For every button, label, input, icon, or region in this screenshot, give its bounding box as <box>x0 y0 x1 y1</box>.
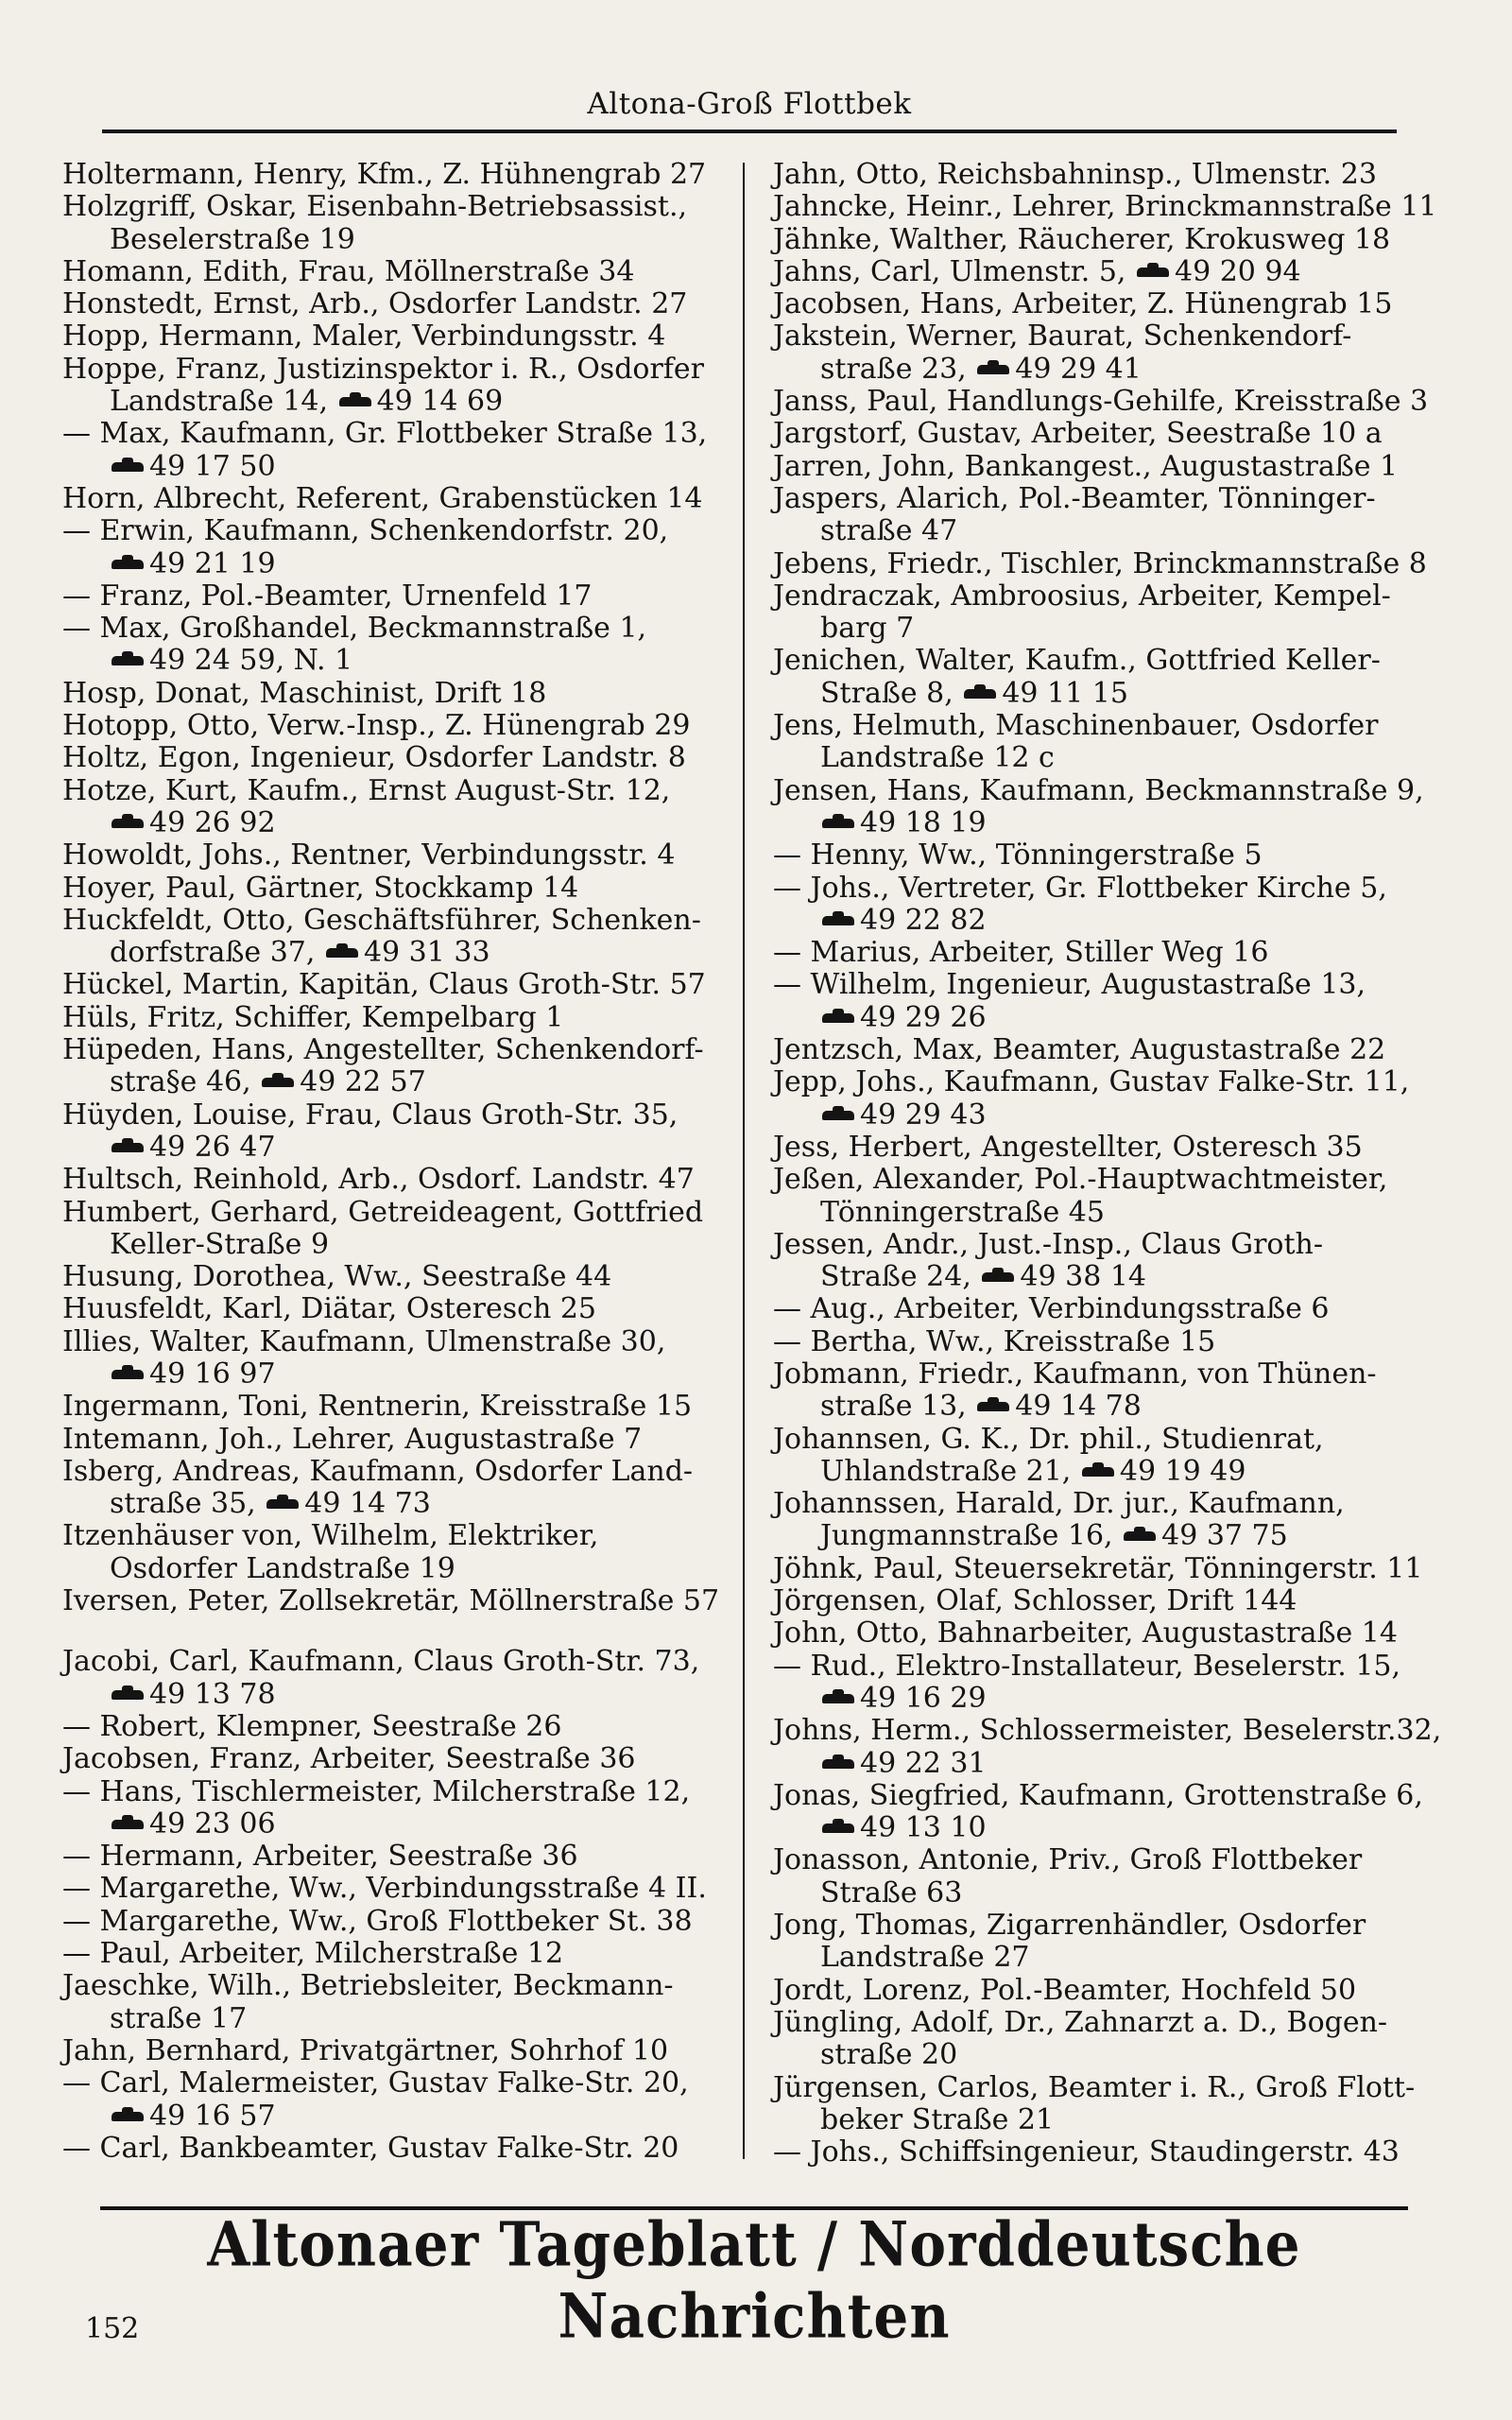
directory-entry <box>773 1910 1446 1975</box>
entry-line: Jentzsch, Max, Beamter, Augustastraße 22 <box>773 1033 1386 1067</box>
entry-line: Uhlandstraße 21, <box>820 1454 1080 1488</box>
directory-entry <box>62 1938 729 1970</box>
directory-entry <box>773 320 1446 386</box>
entry-line: Osdorfer Landstraße 19 <box>110 1551 455 1585</box>
directory-entry <box>62 1743 729 1775</box>
entry-line: Jacobsen, Franz, Arbeiter, Seestraße 36 <box>62 1742 636 1776</box>
directory-entry <box>62 159 729 191</box>
entry-line: Huusfeldt, Karl, Diätar, Osteresch 25 <box>62 1292 597 1326</box>
phone-number: 49 13 10 <box>860 1811 987 1845</box>
phone-number: 49 16 29 <box>860 1681 987 1715</box>
entry-line: straße 17 <box>110 2001 248 2035</box>
entry-line: — Bertha, Ww., Kreisstraße 15 <box>773 1324 1216 1358</box>
entry-line: Jöhnk, Paul, Steuersekretär, Tönningerstr. 11 <box>773 1551 1423 1585</box>
phone-number: 49 14 78 <box>1015 1390 1142 1424</box>
directory-entry <box>62 1164 729 1196</box>
entry-line: Itzenhäuser von, Wilhelm, Elektriker, <box>62 1519 599 1553</box>
entry-line: Jörgensen, Olaf, Schlosser, Drift 144 <box>773 1584 1297 1618</box>
phone-number: 49 16 57 <box>149 2099 276 2133</box>
entry-line: straße 13, <box>820 1390 976 1424</box>
directory-entry <box>62 1002 729 1034</box>
entry-line: Jendraczak, Ambroosius, Arbeiter, Kempel- <box>773 579 1391 613</box>
directory-entry <box>773 710 1446 775</box>
entry-line: Hultsch, Reinhold, Arb., Osdorf. Landstr. 47 <box>62 1163 695 1197</box>
entry-line: Straße 24, <box>820 1260 981 1294</box>
page-number: 152 <box>85 2312 140 2345</box>
directory-entry <box>773 386 1446 418</box>
entry-line: Jessen, Andr., Just.-Insp., Claus Groth- <box>773 1227 1323 1261</box>
telephone-icon <box>982 1270 1014 1284</box>
directory-entry <box>773 1132 1446 1164</box>
directory-entry <box>62 320 729 353</box>
phone-number: 49 17 50 <box>149 449 276 483</box>
entry-line: Keller-Straße 9 <box>110 1227 330 1261</box>
directory-entry <box>62 1711 729 1743</box>
entry-line: — Aug., Arbeiter, Verbindungsstraße 6 <box>773 1292 1330 1326</box>
entry-line: Jobmann, Friedr., Kaufmann, von Thünen- <box>773 1357 1377 1391</box>
directory-entry <box>62 288 729 320</box>
phone-number: 49 37 75 <box>1161 1519 1288 1553</box>
entry-line: — Henny, Ww., Tönningerstraße 5 <box>773 838 1263 873</box>
directory-entry <box>773 1715 1446 1780</box>
entry-line: — Paul, Arbeiter, Milcherstraße 12 <box>62 1937 564 1971</box>
directory-entry <box>62 1585 729 1617</box>
entry-line: stra§e 46, <box>110 1065 261 1099</box>
directory-entry <box>773 256 1446 288</box>
directory-entry <box>62 515 729 580</box>
entry-line: Hückel, Martin, Kapitän, Claus Groth-Str. 57 <box>62 968 706 1002</box>
entry-line: Straße 63 <box>820 1876 963 1910</box>
entry-line: Jaeschke, Wilh., Betriebsleiter, Beckmann- <box>62 1969 674 2003</box>
entry-line: Jenichen, Walter, Kaufm., Gottfried Keller- <box>773 644 1381 678</box>
entry-line: — Wilhelm, Ingenieur, Augustastraße 13, <box>773 968 1366 1002</box>
directory-entry <box>773 483 1446 548</box>
phone-number: 49 22 31 <box>860 1746 987 1780</box>
telephone-icon <box>1137 266 1169 279</box>
directory-entry <box>773 1844 1446 1910</box>
entry-line: Horn, Albrecht, Referent, Grabenstücken 14 <box>62 481 703 515</box>
telephone-icon <box>822 1757 854 1771</box>
entry-line: Hotopp, Otto, Verw.-Insp., Z. Hünengrab 29 <box>62 709 691 743</box>
telephone-icon <box>112 558 144 571</box>
directory-entry <box>773 1066 1446 1132</box>
phone-number: 49 26 47 <box>149 1130 276 1164</box>
entry-line: Iversen, Peter, Zollsekretär, Möllnerstraße 57 <box>62 1584 720 1618</box>
directory-entry <box>773 1488 1446 1553</box>
directory-entry <box>62 418 729 483</box>
entry-line: — Carl, Bankbeamter, Gustav Falke-Str. 20 <box>62 2131 679 2165</box>
directory-entry <box>62 191 729 256</box>
entry-line: Honstedt, Ernst, Arb., Osdorfer Landstr. 27 <box>62 287 688 321</box>
phone-number: 49 21 19 <box>149 546 276 580</box>
directory-entry <box>62 1424 729 1456</box>
telephone-icon <box>112 654 144 667</box>
directory-entry <box>773 451 1446 483</box>
directory-entry <box>773 224 1446 256</box>
telephone-icon <box>112 460 144 474</box>
phone-number: 49 29 41 <box>1015 352 1142 386</box>
directory-entry <box>62 742 729 774</box>
telephone-icon <box>1124 1530 1156 1543</box>
entry-line: Hopp, Hermann, Maler, Verbindungsstr. 4 <box>62 320 666 354</box>
directory-entry <box>773 1585 1446 1617</box>
telephone-icon <box>822 914 854 927</box>
telephone-icon <box>822 1109 854 1122</box>
phone-number: 49 29 43 <box>860 1098 987 1132</box>
directory-entry <box>62 1034 729 1099</box>
entry-line: Johannssen, Harald, Dr. jur., Kaufmann, <box>773 1487 1345 1521</box>
column-divider <box>743 163 745 2159</box>
entry-line: Hüpeden, Hans, Angestellter, Schenkendorf- <box>62 1033 704 1067</box>
right-column <box>773 159 1446 2169</box>
entry-line: Holzgriff, Oskar, Eisenbahn-Betriebsassist., <box>62 190 688 224</box>
entry-line: Jahn, Otto, Reichsbahninsp., Ulmenstr. 23 <box>773 158 1377 191</box>
phone-number: 49 14 69 <box>376 385 504 419</box>
entry-line: Ingermann, Toni, Rentnerin, Kreisstraße 15 <box>62 1390 693 1424</box>
entry-line: straße 47 <box>820 514 958 548</box>
phone-number: 49 38 14 <box>1020 1260 1147 1294</box>
directory-entry <box>773 839 1446 872</box>
phone-number: 49 19 49 <box>1119 1454 1246 1488</box>
entry-line: Landstraße 12 c <box>820 741 1055 775</box>
directory-entry <box>62 2133 729 2165</box>
entry-line: Landstraße 14, <box>110 385 337 419</box>
entry-line: Jong, Thomas, Zigarrenhändler, Osdorfer <box>773 1909 1366 1943</box>
telephone-icon <box>1082 1465 1114 1478</box>
telephone-icon <box>112 1141 144 1154</box>
entry-line: — Hans, Tischlermeister, Milcherstraße 12, <box>62 1774 691 1808</box>
telephone-icon <box>339 395 371 408</box>
directory-entry <box>773 937 1446 969</box>
entry-line: Jens, Helmuth, Maschinenbauer, Osdorfer <box>773 709 1379 743</box>
entry-line: Jähnke, Walther, Räucherer, Krokusweg 18 <box>773 222 1391 256</box>
entry-line: — Margarethe, Ww., Groß Flottbeker St. 38 <box>62 1904 693 1938</box>
entry-line: Intemann, Joh., Lehrer, Augustastraße 7 <box>62 1422 643 1456</box>
directory-entry <box>62 1970 729 2035</box>
directory-entry <box>773 1651 1446 1716</box>
phone-number: 49 22 57 <box>300 1065 426 1099</box>
telephone-icon <box>964 687 996 700</box>
entry-line: Hoppe, Franz, Justizinspektor i. R., Osdorfer <box>62 352 704 386</box>
directory-entry <box>62 1776 729 1841</box>
directory-entry <box>773 1034 1446 1066</box>
directory-entry <box>62 839 729 872</box>
directory-entry <box>62 775 729 840</box>
directory-entry <box>773 418 1446 450</box>
directory-entry <box>62 1456 729 1521</box>
directory-entry <box>62 1261 729 1293</box>
phone-number: 49 14 73 <box>304 1487 431 1521</box>
entry-line: Jordt, Lorenz, Pol.-Beamter, Hochfeld 50 <box>773 1973 1357 2007</box>
directory-entry <box>773 873 1446 938</box>
directory-entry <box>773 2007 1446 2072</box>
entry-line: beker Straße 21 <box>820 2102 1055 2136</box>
entry-line: Husung, Dorothea, Ww., Seestraße 44 <box>62 1260 612 1294</box>
entry-line: — Franz, Pol.-Beamter, Urnenfeld 17 <box>62 579 593 613</box>
entry-line: Jebens, Friedr., Tischler, Brinckmannstraße 8 <box>773 546 1427 580</box>
directory-entry <box>773 1164 1446 1229</box>
telephone-icon <box>112 1688 144 1702</box>
entry-line: straße 20 <box>820 2038 958 2072</box>
directory-entry <box>773 548 1446 580</box>
phone-number: 49 20 94 <box>1175 254 1301 288</box>
entry-line: Jargstorf, Gustav, Arbeiter, Seestraße 10 a <box>773 417 1383 451</box>
telephone-icon <box>326 946 358 959</box>
entry-line: Jeßen, Alexander, Pol.-Hauptwachtmeister, <box>773 1163 1388 1197</box>
directory-entry <box>62 613 729 678</box>
entry-line: Holtz, Egon, Ingenieur, Osdorfer Landstr. 8 <box>62 741 686 775</box>
entry-line: — Hermann, Arbeiter, Seestraße 36 <box>62 1840 578 1874</box>
directory-entry <box>62 710 729 742</box>
directory-entry <box>773 1617 1446 1650</box>
directory-entry <box>62 1197 729 1262</box>
entry-line: — Rud., Elektro-Installateur, Beselerstr. 15, <box>773 1649 1401 1683</box>
directory-entry <box>773 1780 1446 1845</box>
directory-entry <box>62 1520 729 1585</box>
entry-line: Jacobi, Carl, Kaufmann, Claus Groth-Str. 73, <box>62 1645 700 1679</box>
telephone-icon <box>822 817 854 830</box>
directory-entry <box>773 1424 1446 1489</box>
directory-entry <box>62 2067 729 2133</box>
telephone-icon <box>977 1400 1009 1413</box>
entry-line: — Erwin, Kaufmann, Schenkendorfstr. 20, <box>62 514 669 548</box>
directory-entry <box>773 2072 1446 2137</box>
entry-line: Tönningerstraße 45 <box>820 1195 1105 1229</box>
page-header: Altona-Groß Flottbek <box>587 87 912 121</box>
entry-line: — Max, Großhandel, Beckmannstraße 1, <box>62 612 647 646</box>
directory-entry <box>773 645 1446 710</box>
entry-line: Johannsen, G. K., Dr. phil., Studienrat, <box>773 1422 1324 1456</box>
entry-line: Jahncke, Heinr., Lehrer, Brinckmannstraße 11 <box>773 190 1437 224</box>
directory-entry <box>62 1646 729 1711</box>
phone-number: 49 24 59 <box>149 644 276 678</box>
directory-entry <box>773 1358 1446 1424</box>
entry-line: Beselerstraße 19 <box>110 222 355 256</box>
directory-entry <box>62 1099 729 1165</box>
directory-entry <box>773 1553 1446 1585</box>
directory-entry <box>62 354 729 419</box>
telephone-icon <box>977 363 1009 376</box>
entry-line: Jungmannstraße 16, <box>820 1519 1123 1553</box>
directory-entry <box>773 288 1446 320</box>
entry-line: John, Otto, Bahnarbeiter, Augustastraße 14 <box>773 1616 1398 1651</box>
entry-line: Illies, Walter, Kaufmann, Ulmenstraße 30, <box>62 1324 666 1358</box>
entry-line: Jacobsen, Hans, Arbeiter, Z. Hünengrab 15 <box>773 287 1393 321</box>
directory-entry <box>62 1293 729 1325</box>
entry-line: Hüyden, Louise, Frau, Claus Groth-Str. 35, <box>62 1098 679 1132</box>
entry-line: Jürgensen, Carlos, Beamter i. R., Groß Flott- <box>773 2070 1416 2104</box>
entry-line: Hoyer, Paul, Gärtner, Stockkamp 14 <box>62 871 579 905</box>
phone-number: 49 29 26 <box>860 1000 987 1034</box>
newspaper-banner: Altonaer Tageblatt / Norddeutsche Nachrichten <box>207 2207 1301 2353</box>
directory-entry <box>62 969 729 1001</box>
entry-line: straße 35, <box>110 1487 266 1521</box>
phone-number: 49 31 33 <box>363 936 490 970</box>
directory-entry <box>62 905 729 970</box>
directory-entry <box>62 256 729 288</box>
entry-line: — Max, Kaufmann, Gr. Flottbeker Straße 13, <box>62 417 708 451</box>
entry-line: Isberg, Andreas, Kaufmann, Osdorfer Land- <box>62 1454 694 1488</box>
phone-suffix: , N. 1 <box>275 644 353 678</box>
phone-number: 49 16 97 <box>149 1357 276 1391</box>
entry-line: straße 23, <box>820 352 976 386</box>
directory-entry <box>773 2136 1446 2169</box>
entry-line: Jahns, Carl, Ulmenstr. 5, <box>773 254 1135 288</box>
entry-line: Jarren, John, Bankangest., Augustastraße 1 <box>773 449 1399 483</box>
directory-entry <box>62 678 729 710</box>
entry-line: dorfstraße 37, <box>110 936 324 970</box>
entry-line: Jüngling, Adolf, Dr., Zahnarzt a. D., Bogen- <box>773 2005 1388 2039</box>
entry-line: Jess, Herbert, Angestellter, Osteresch 35 <box>773 1130 1363 1164</box>
entry-line: — Johs., Schiffsingenieur, Staudingerstr. 43 <box>773 2135 1400 2169</box>
phone-number: 49 13 78 <box>149 1677 276 1711</box>
directory-entry <box>773 775 1446 840</box>
directory-entry <box>62 1873 729 1905</box>
telephone-icon <box>822 1822 854 1835</box>
directory-entry <box>62 1841 729 1873</box>
entry-line: Jaspers, Alarich, Pol.-Beamter, Tönninger- <box>773 481 1376 515</box>
entry-line: Janss, Paul, Handlungs-Gehilfe, Kreisstraße 3 <box>773 385 1429 419</box>
entry-line: Landstraße 27 <box>820 1941 1030 1975</box>
telephone-icon <box>262 1076 294 1089</box>
directory-entry <box>62 1326 729 1392</box>
directory-entry <box>62 2035 729 2067</box>
directory-entry <box>62 580 729 613</box>
entry-line: Jonasson, Antonie, Priv., Groß Flottbeker <box>773 1843 1363 1877</box>
directory-entry <box>62 873 729 905</box>
header-rule <box>102 130 1397 133</box>
directory-entry <box>773 1975 1446 2007</box>
directory-entry <box>773 1326 1446 1358</box>
entry-line: Howoldt, Johs., Rentner, Verbindungsstr. 4 <box>62 838 676 873</box>
entry-line: — Johs., Vertreter, Gr. Flottbeker Kirche 5, <box>773 871 1387 905</box>
entry-line: Hüls, Fritz, Schiffer, Kempelbarg 1 <box>62 1000 564 1034</box>
entry-line: Jonas, Siegfried, Kaufmann, Grottenstraße 6, <box>773 1778 1423 1812</box>
phone-number: 49 22 82 <box>860 903 987 937</box>
entry-line: Jensen, Hans, Kaufmann, Beckmannstraße 9, <box>773 773 1424 807</box>
telephone-icon <box>112 817 144 830</box>
directory-entry <box>773 191 1446 223</box>
entry-line: — Marius, Arbeiter, Stiller Weg 16 <box>773 936 1269 970</box>
entry-line: — Carl, Malermeister, Gustav Falke-Str. 20, <box>62 2066 689 2100</box>
entry-line: — Robert, Klempner, Seestraße 26 <box>62 1709 562 1743</box>
entry-line: Jakstein, Werner, Baurat, Schenkendorf- <box>773 320 1352 354</box>
entry-line: barg 7 <box>820 612 915 646</box>
entry-line: Humbert, Gerhard, Getreideagent, Gottfried <box>62 1195 704 1229</box>
entry-line: — Margarethe, Ww., Verbindungsstraße 4 II. <box>62 1872 707 1906</box>
entry-line: Hotze, Kurt, Kaufm., Ernst August-Str. 12, <box>62 773 671 807</box>
telephone-icon <box>822 1011 854 1025</box>
entry-line: Huckfeldt, Otto, Geschäftsführer, Schenken- <box>62 903 701 937</box>
directory-entry <box>773 580 1446 646</box>
directory-entry <box>62 1391 729 1423</box>
directory-entry <box>62 1906 729 1938</box>
entry-line: Jahn, Bernhard, Privatgärtner, Sohrhof 10 <box>62 2033 669 2067</box>
telephone-icon <box>112 2110 144 2123</box>
telephone-icon <box>112 1368 144 1381</box>
directory-entry <box>773 1229 1446 1294</box>
telephone-icon <box>112 1818 144 1831</box>
phone-number: 49 18 19 <box>860 805 987 839</box>
phone-number: 49 26 92 <box>149 805 276 839</box>
entry-line: Jepp, Johs., Kaufmann, Gustav Falke-Str. 11, <box>773 1065 1410 1099</box>
directory-entry <box>773 969 1446 1034</box>
telephone-icon <box>266 1497 299 1511</box>
directory-entry <box>773 1293 1446 1325</box>
entry-line: Holtermann, Henry, Kfm., Z. Hühnengrab 27 <box>62 158 707 191</box>
left-column <box>62 159 729 2165</box>
phone-number: 49 23 06 <box>149 1806 276 1841</box>
directory-entry <box>773 159 1446 191</box>
entry-line: Homann, Edith, Frau, Möllnerstraße 34 <box>62 254 635 288</box>
entry-line: Straße 8, <box>820 676 963 710</box>
entry-line: Hosp, Donat, Maschinist, Drift 18 <box>62 676 547 710</box>
entry-line: Johns, Herm., Schlossermeister, Beselerstr.32, <box>773 1714 1442 1748</box>
phone-number: 49 11 15 <box>1002 676 1128 710</box>
telephone-icon <box>822 1692 854 1705</box>
directory-entry <box>62 483 729 515</box>
